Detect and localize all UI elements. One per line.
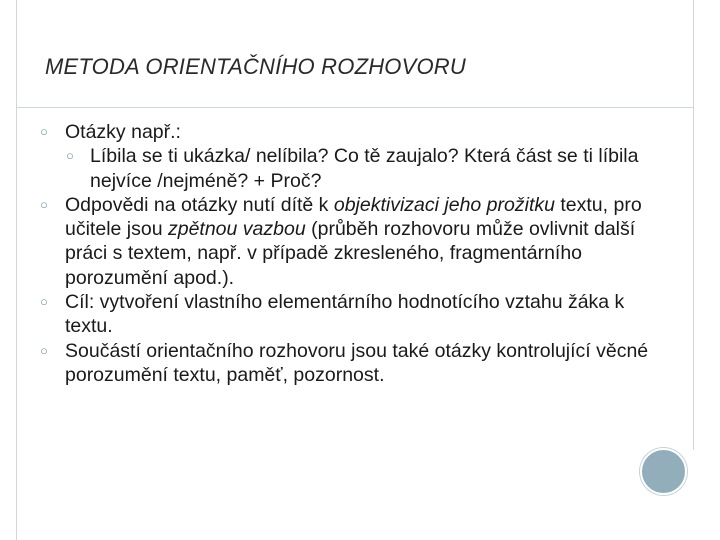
title-divider [16, 107, 693, 108]
bullet-icon: ○ [40, 124, 48, 139]
bullet-icon: ○ [40, 294, 48, 310]
bullet-icon: ○ [66, 148, 74, 164]
bullet-text-part: textu, pro učitele jsou [65, 193, 642, 241]
bullet-item [40, 193, 676, 290]
bullet-item [40, 290, 676, 339]
bullet-text-part: (průběh rozhovoru může ovlivnit další práci s textem, např. v případě zkresleného, fragmentárního porozumění apod.). [65, 218, 636, 289]
sub-bullet-item [65, 144, 676, 193]
bullet-icon: ○ [40, 342, 48, 358]
left-border-line [16, 0, 17, 540]
bullet-item [40, 120, 676, 144]
emphasis-text: objektivizaci jeho prožitku [333, 193, 555, 216]
bullet-text: Součástí orientačního rozhovoru jsou také otázky kontrolující věcné porozumění textu, paměť, pozornost. [65, 339, 649, 386]
bullet-item [40, 339, 676, 388]
slide-title: METODA ORIENTAČNÍHO ROZHOVORU [45, 54, 466, 79]
bullet-text: Cíl: vytvoření vlastního elementárního hodnotícího vztahu žáka k textu. [65, 291, 625, 338]
bullet-text: Otázky např.: [65, 121, 181, 143]
right-border-line [693, 0, 694, 450]
bullet-icon: ○ [40, 196, 48, 212]
bullet-list [40, 120, 676, 387]
decorative-circle [640, 448, 687, 495]
emphasis-text: zpětnou vazbou [167, 218, 306, 241]
bullet-text-part: Odpovědi na otázky nutí dítě k [65, 193, 334, 216]
sub-bullet-text: Líbila se ti ukázka/ nelíbila? Co tě zaujalo? Která část se ti líbila nejvíce /nejméně? + Proč? [90, 145, 639, 192]
